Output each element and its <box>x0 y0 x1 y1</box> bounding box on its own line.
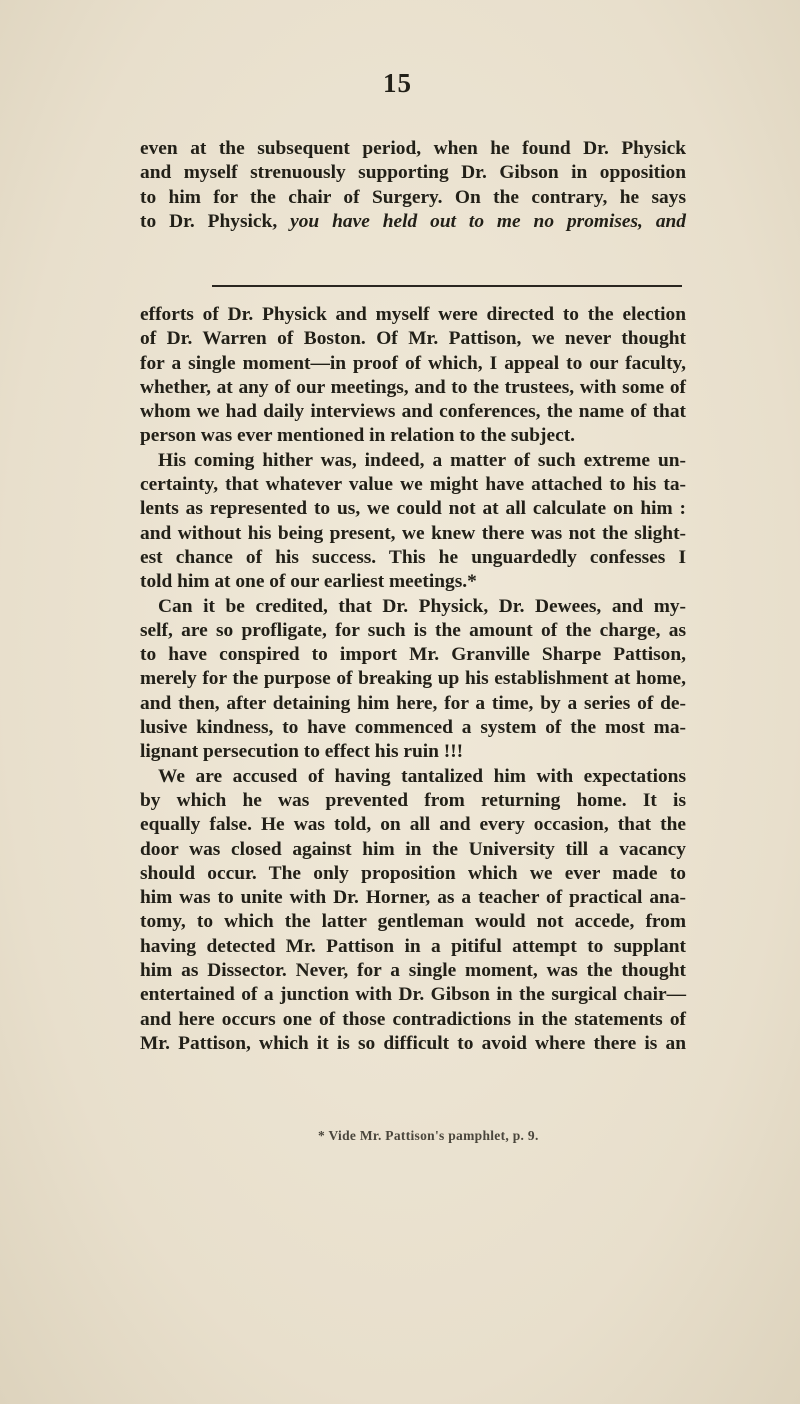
text-line: equally false. He was told, on all and every occasion, that the <box>140 814 686 836</box>
text-line: to have conspired to import Mr. Granville Sharpe Pattison, <box>140 644 686 666</box>
text-line: lents as represented to us, we could not at all calculate on him : <box>140 498 686 520</box>
footnote: * Vide Mr. Pattison's pamphlet, p. 9. <box>318 1128 539 1143</box>
text-line: person was ever mentioned in relation to the subject. <box>140 425 576 447</box>
text-line-prefix: to Dr. Physick, <box>140 210 291 232</box>
text-line: Mr. Pattison, which it is so difficult to avoid where there is an <box>140 1032 686 1054</box>
text-line: entertained of a junction with Dr. Gibson in the surgical chair— <box>140 984 686 1006</box>
text-line: having detected Mr. Pattison in a pitiful attempt to supplant <box>140 935 686 957</box>
page-number: 15 <box>383 68 412 98</box>
text-line: him as Dissector. Never, for a single moment, was the thought <box>140 960 686 982</box>
text-line: lignant persecution to effect his ruin !!! <box>140 741 464 763</box>
section-divider <box>212 285 682 287</box>
footnote-body-text <box>140 303 686 1056</box>
text-line: whom we had daily interviews and conferences, the name of that <box>140 401 686 423</box>
text-line: Can it be credited, that Dr. Physick, Dr. Dewees, and my- <box>158 595 686 617</box>
paragraph-3 <box>140 595 686 765</box>
text-line: even at the subsequent period, when he found Dr. Physick <box>140 138 686 159</box>
text-line: certainty, that whatever value we might have attached to his ta- <box>140 474 686 496</box>
text-line: for a single moment—in proof of which, I appeal to our faculty, <box>140 352 686 374</box>
text-line: of Dr. Warren of Boston. Of Mr. Pattison, we never thought <box>140 328 686 350</box>
text-line: efforts of Dr. Physick and myself were directed to the election <box>140 304 686 325</box>
paragraph-2 <box>140 449 686 595</box>
text-line: merely for the purpose of breaking up his establishment at home, <box>140 668 686 690</box>
text-line: told him at one of our earliest meetings.* <box>140 571 477 593</box>
text-line: and myself strenuously supporting Dr. Gibson in opposition <box>140 162 686 184</box>
text-line: door was closed against him in the University till a vacancy <box>140 838 686 860</box>
text-line-last <box>140 210 686 234</box>
text-line: est chance of his success. This he unguardedly confesses I <box>140 546 686 568</box>
text-line: self, are so profligate, for such is the amount of the charge, as <box>140 619 686 641</box>
text-line: by which he was prevented from returning home. It is <box>140 789 686 811</box>
paragraph-1 <box>140 303 686 449</box>
text-line: His coming hither was, indeed, a matter of such extreme un- <box>158 449 686 471</box>
text-line: should occur. The only proposition which we ever made to <box>140 862 686 884</box>
text-line: and without his being present, we knew there was not the slight- <box>140 522 686 544</box>
text-line: lusive kindness, to have commenced a system of the most ma- <box>140 717 686 739</box>
paragraph-4 <box>140 765 686 1057</box>
text-line: tomy, to which the latter gentleman would not accede, from <box>140 911 686 933</box>
text-line: to him for the chair of Surgery. On the contrary, he says <box>140 186 686 208</box>
text-line: him was to unite with Dr. Horner, as a teacher of practical ana- <box>140 887 686 909</box>
top-paragraph <box>140 137 686 234</box>
italic-quote: you have held out to me no promises, and <box>290 210 687 232</box>
text-line: and then, after detaining him here, for a time, by a series of de- <box>140 692 686 714</box>
text-line: whether, at any of our meetings, and to the trustees, with some of <box>140 376 686 398</box>
text-line: and here occurs one of those contradictions in the statements of <box>140 1008 686 1030</box>
text-line: We are accused of having tantalized him with expectations <box>158 765 686 787</box>
